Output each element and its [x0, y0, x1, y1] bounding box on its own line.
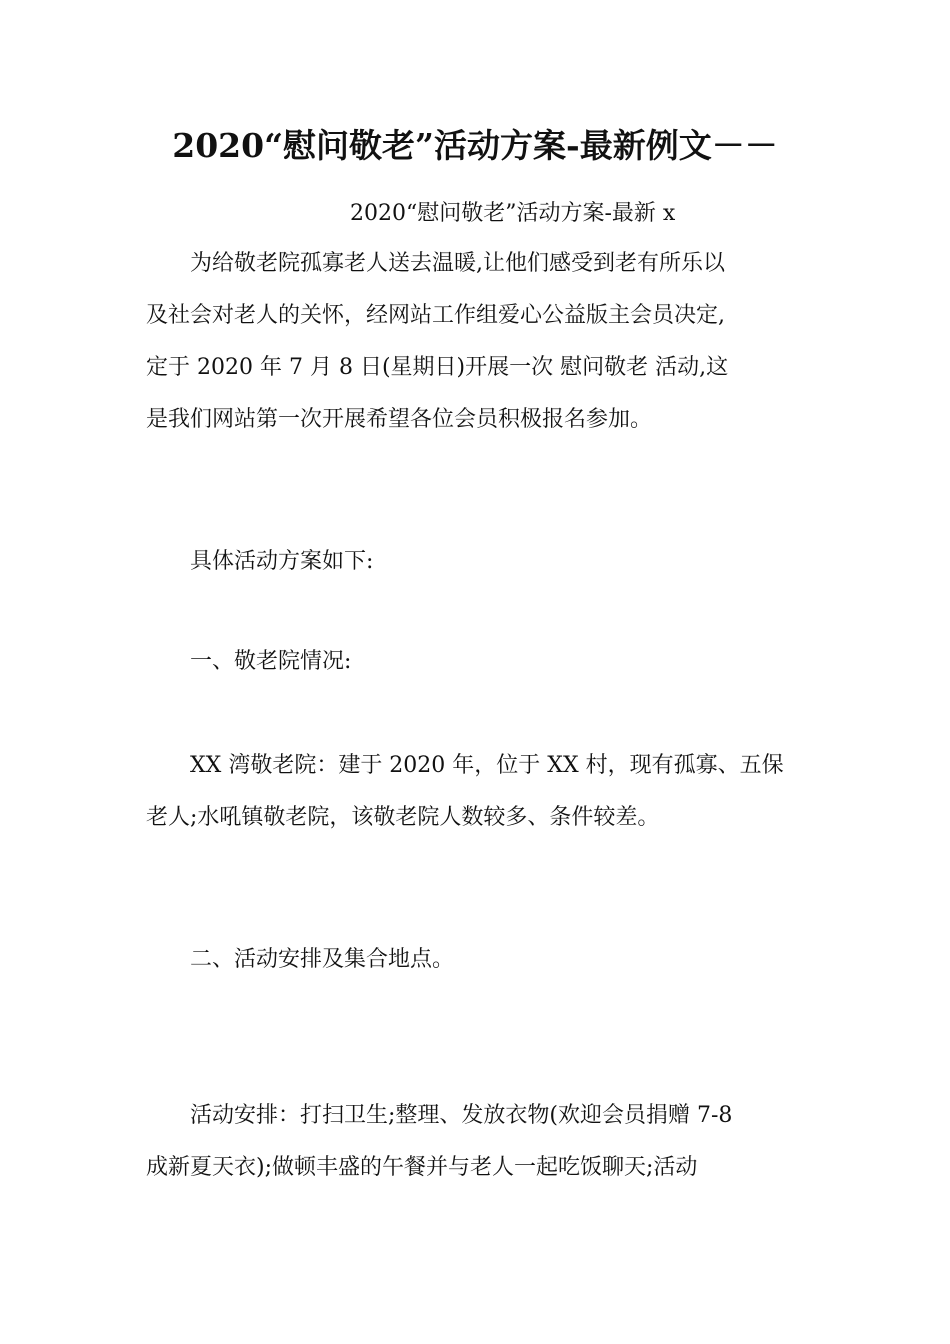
activity-paragraph — [146, 1090, 826, 1194]
section1-paragraph — [146, 740, 826, 844]
intro-line-2: 及社会对老人的关怀，经网站工作组爱心公益版主会员决定, — [146, 303, 725, 328]
section1-line-2: 老人;水吼镇敬老院，该敬老院人数较多、条件较差。 — [146, 805, 660, 830]
plan-intro: 具体活动方案如下: — [190, 549, 374, 574]
section1-heading: 一、敬老院情况: — [190, 649, 352, 674]
section1-line-1: XX 湾敬老院：建于 2020 年，位于 XX 村，现有孤寡、五保 — [190, 753, 784, 778]
intro-line-1: 为给敬老院孤寡老人送去温暖,让他们感受到老有所乐以 — [190, 251, 725, 276]
intro-paragraph — [146, 238, 826, 446]
document-title: 2020“慰问敬老”活动方案-最新例文－－ — [172, 126, 778, 165]
document-subtitle: 2020“慰问敬老”活动方案-最新 x — [350, 201, 676, 226]
section2-heading: 二、活动安排及集合地点。 — [190, 947, 455, 972]
intro-line-4: 是我们网站第一次开展希望各位会员积极报名参加。 — [146, 407, 653, 432]
activity-line-2: 成新夏天衣);做顿丰盛的午餐并与老人一起吃饭聊天;活动 — [146, 1155, 698, 1180]
intro-line-3: 定于 2020 年 7 月 8 日(星期日)开展一次 慰问敬老 活动,这 — [146, 355, 729, 380]
activity-line-1: 活动安排：打扫卫生;整理、发放衣物(欢迎会员捐赠 7-8 — [190, 1103, 733, 1128]
